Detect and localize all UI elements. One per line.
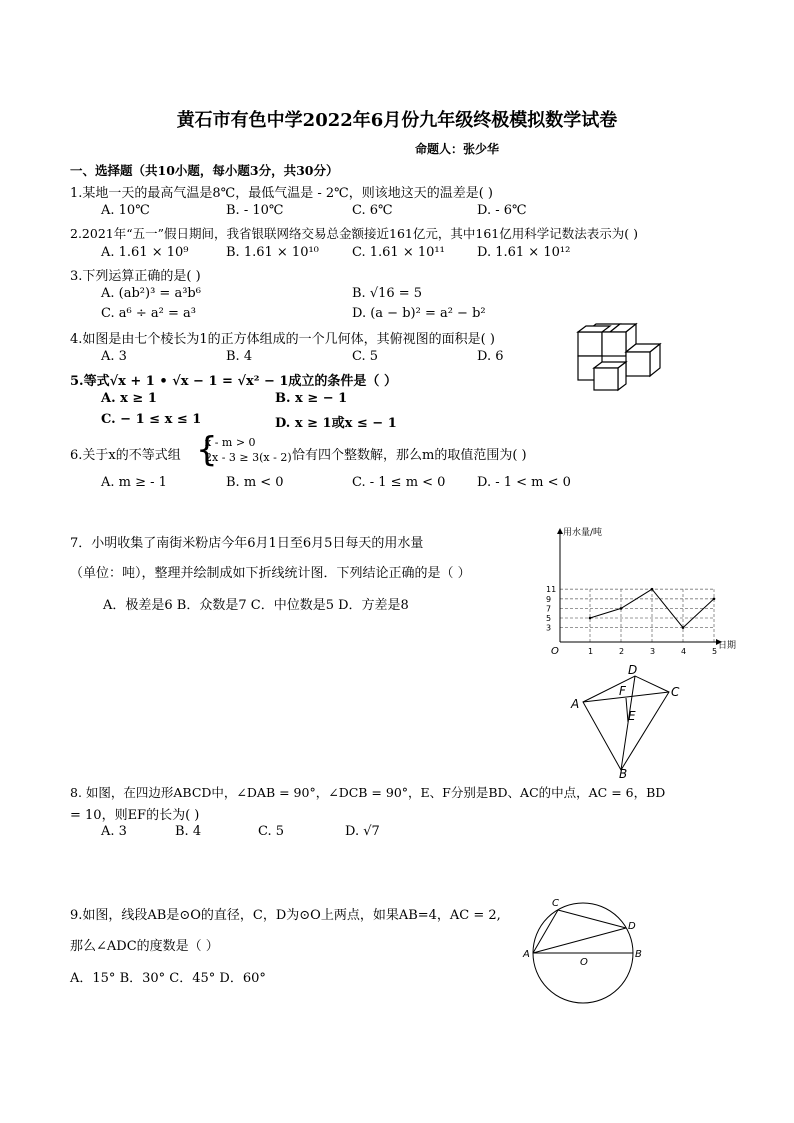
x-tick-label: 5 — [712, 647, 718, 656]
data-point — [620, 607, 623, 610]
q8-option-d: D. √7 — [345, 824, 380, 839]
question-2-stem: 2.2021年“五一”假日期间，我省银联网络交易总金额接近161亿元，其中161亿用科学记数法表示为( ) — [70, 226, 638, 241]
y-tick-label: 11 — [546, 585, 557, 595]
question-8-stem-2: = 10，则EF的长为( ) — [70, 808, 200, 823]
q7-options: A．极差是6 B．众数是7 C．中位数是5 D．方差是8 — [103, 598, 409, 613]
data-point — [713, 598, 716, 601]
quadrilateral-figure — [565, 662, 685, 780]
q3-option-c: C. a⁶ ÷ a² = a³ — [101, 306, 196, 321]
q8-label-b: B — [619, 767, 628, 780]
q9-options: A．15° B．30° C．45° D．60° — [70, 971, 266, 986]
q8-label-f: F — [619, 684, 626, 698]
x-tick-label: 3 — [650, 647, 656, 656]
question-5-stem: 5.等式√x + 1 • √x − 1 = √x² − 1成立的条件是（ ） — [70, 374, 397, 389]
x-tick-label: 2 — [619, 647, 625, 656]
q8-label-e: E — [628, 709, 636, 723]
q1-option-a: A. 10℃ — [101, 203, 150, 218]
q3-option-d: D. (a − b)² = a² − b² — [352, 306, 486, 321]
q8-option-b: B. 4 — [175, 824, 202, 839]
question-9-stem-1: 9.如图，线段AB是⊙O的直径，C，D为⊙O上两点，如果AB=4，AC = 2, — [70, 908, 501, 923]
question-6-stem-post: 恰有四个整数解，那么m的取值范围为( ) — [292, 448, 527, 463]
q2-option-b: B. 1.61 × 10¹⁰ — [226, 245, 319, 260]
question-8-stem-1: 8. 如图，在四边形ABCD中，∠DAB = 90°，∠DCB = 90°，E、F分别是BD、AC的中点，AC = 6，BD — [70, 785, 666, 800]
q5-option-d: D. x ≥ 1或x ≤ − 1 — [275, 416, 397, 431]
q5-option-c: C. − 1 ≤ x ≤ 1 — [101, 412, 202, 427]
brace-icon: { — [196, 430, 218, 470]
q9-label-o: O — [580, 957, 588, 968]
q8-option-a: A. 3 — [101, 824, 127, 839]
x-tick-label: 1 — [588, 647, 594, 656]
question-4-stem: 4.如图是由七个棱长为1的正方体组成的一个几何体，其俯视图的面积是( ) — [70, 332, 495, 347]
q6-option-b: B. m < 0 — [226, 475, 284, 490]
y-tick-label: 9 — [546, 594, 552, 604]
q9-label-c: C — [552, 898, 559, 909]
question-6-stem-pre: 6.关于x的不等式组 — [70, 448, 181, 463]
q9-label-a: A — [523, 949, 530, 960]
q6-option-d: D. - 1 < m < 0 — [477, 475, 571, 490]
q6-system-line-2: 2x - 3 ≥ 3(x - 2) — [205, 451, 292, 464]
q2-option-a: A. 1.61 × 10⁹ — [101, 245, 189, 260]
q4-option-d: D. 6 — [477, 349, 504, 364]
q5-option-a: A. x ≥ 1 — [101, 391, 157, 406]
q2-option-d: D. 1.61 × 10¹² — [477, 245, 571, 260]
q8-option-c: C. 5 — [258, 824, 285, 839]
y-tick-label: 3 — [546, 623, 552, 633]
y-tick-label: 7 — [546, 604, 552, 614]
page-title: 黄石市有色中学2022年6月份九年级终极模拟数学试卷 — [176, 110, 618, 131]
q6-option-a: A. m ≥ - 1 — [101, 475, 167, 490]
q9-label-b: B — [635, 949, 642, 960]
author-line: 命题人：张少华 — [415, 142, 500, 156]
q5-option-b: B. x ≥ − 1 — [275, 391, 348, 406]
q8-label-d: D — [628, 663, 638, 677]
origin-label: O — [551, 646, 559, 657]
section-heading: 一、选择题（共10小题，每小题3分，共30分） — [70, 163, 339, 178]
q4-option-c: C. 5 — [352, 349, 379, 364]
y-tick-label: 5 — [546, 614, 552, 623]
question-1-stem: 1.某地一天的最高气温是8℃，最低气温是 - 2℃，则该地这天的温差是( ) — [70, 186, 493, 201]
q3-option-a: A. (ab²)³ = a³b⁶ — [101, 286, 201, 301]
x-axis-label: 日期 — [718, 641, 737, 651]
q4-option-a: A. 3 — [101, 349, 127, 364]
question-7-stem-2: （单位：吨），整理并绘制成如下折线统计图．下列结论正确的是（ ） — [70, 566, 471, 581]
q8-label-c: C — [671, 685, 680, 699]
q1-option-d: D. - 6℃ — [477, 203, 527, 218]
q4-option-b: B. 4 — [226, 349, 253, 364]
data-point — [651, 588, 654, 591]
question-7-stem-1: 7．小明收集了南街米粉店今年6月1日至6月5日每天的用水量 — [70, 536, 424, 551]
cube-solid-figure — [572, 322, 664, 392]
q8-label-a: A — [571, 697, 580, 711]
data-point — [682, 626, 685, 629]
q1-option-b: B. - 10℃ — [226, 203, 284, 218]
q3-option-b: B. √16 = 5 — [352, 286, 423, 301]
q6-option-c: C. - 1 ≤ m < 0 — [352, 475, 446, 490]
q9-label-d: D — [628, 921, 636, 932]
q6-system-line-1: x - m > 0 — [205, 436, 256, 449]
question-3-stem: 3.下列运算正确的是( ) — [70, 269, 201, 284]
q2-option-c: C. 1.61 × 10¹¹ — [352, 245, 445, 260]
q1-option-c: C. 6℃ — [352, 203, 393, 218]
question-9-stem-2: 那么∠ADC的度数是（ ） — [70, 939, 219, 954]
y-axis-label: 用水量/吨 — [563, 528, 603, 538]
water-usage-line-chart — [540, 525, 745, 660]
x-tick-label: 4 — [681, 647, 687, 656]
circle-figure — [520, 895, 645, 1007]
data-point — [589, 617, 592, 620]
